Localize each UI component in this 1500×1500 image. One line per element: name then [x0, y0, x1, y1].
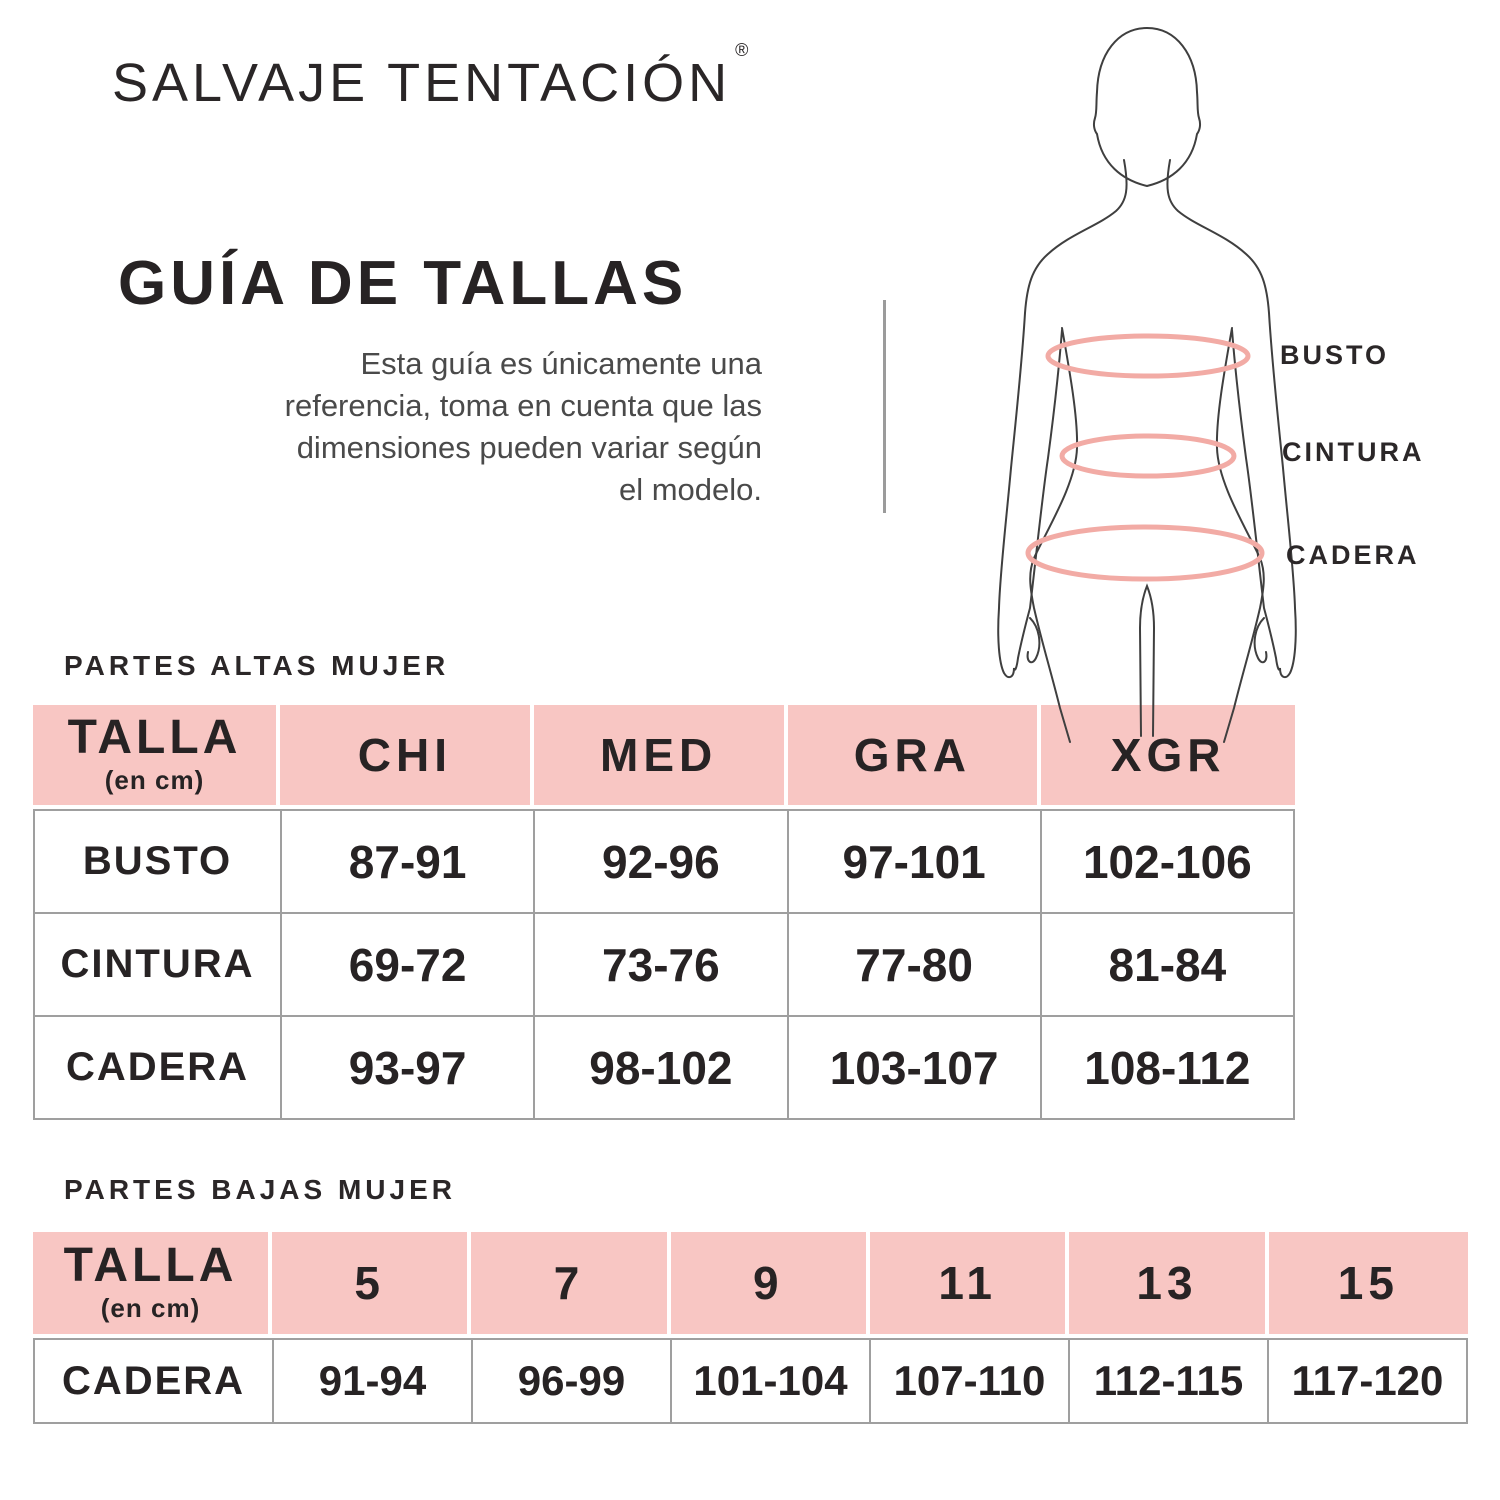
figure-label-cintura: CINTURA	[1282, 437, 1425, 467]
table-cell: 97-101	[789, 811, 1042, 914]
tops-size-table	[33, 705, 1295, 1120]
bottoms-header-talla-cell	[33, 1232, 272, 1334]
figure-label-cadera: CADERA	[1286, 540, 1420, 570]
bottoms-size-table	[33, 1232, 1468, 1424]
table-cell: 81-84	[1042, 914, 1295, 1017]
talla-label: TALLA	[67, 710, 242, 764]
left-arm-outline	[998, 160, 1126, 677]
section-label-tops: PARTES ALTAS MUJER	[64, 650, 450, 681]
tops-header-size-gra: GRA	[788, 705, 1042, 805]
bottoms-header-size-5: 5	[272, 1232, 471, 1334]
table-cell: 69-72	[282, 914, 535, 1017]
table-cell: 77-80	[789, 914, 1042, 1017]
bottoms-table-header	[33, 1232, 1468, 1334]
table-cell: 103-107	[789, 1017, 1042, 1120]
talla-unit-label: (en cm)	[104, 764, 205, 795]
table-cell: 117-120	[1269, 1340, 1468, 1424]
registered-trademark-symbol: ®	[735, 40, 749, 60]
figure-label-busto: BUSTO	[1280, 340, 1390, 370]
bottoms-table-body	[33, 1338, 1468, 1424]
intro-description-line: dimensiones pueden variar según	[296, 430, 762, 465]
waist-measure-line	[1062, 436, 1234, 476]
tops-header-size-xgr: XGR	[1041, 705, 1295, 805]
brand-logo	[112, 40, 749, 114]
talla-unit-label: (en cm)	[100, 1292, 201, 1323]
bust-measure-line	[1048, 336, 1248, 376]
section-label-bottoms: PARTES BAJAS MUJER	[64, 1174, 456, 1205]
table-cell: 112-115	[1070, 1340, 1269, 1424]
bottoms-header-size-11: 11	[870, 1232, 1069, 1334]
table-cell: 87-91	[282, 811, 535, 914]
bottoms-header-size-7: 7	[471, 1232, 670, 1334]
bottoms-header-size-9: 9	[671, 1232, 870, 1334]
vertical-divider	[883, 300, 886, 513]
table-cell: 108-112	[1042, 1017, 1295, 1120]
tops-row-label-busto: BUSTO	[35, 811, 282, 914]
tops-row-label-cintura: CINTURA	[35, 914, 282, 1017]
page-title: GUÍA DE TALLAS	[118, 249, 688, 318]
tops-row-label-cadera: CADERA	[35, 1017, 282, 1120]
table-cell: 73-76	[535, 914, 788, 1017]
tops-table-body	[33, 809, 1295, 1120]
table-cell: 92-96	[535, 811, 788, 914]
tops-header-talla-cell	[33, 705, 280, 805]
table-cell: 98-102	[535, 1017, 788, 1120]
table-cell: 96-99	[473, 1340, 672, 1424]
brand-name: SALVAJE TENTACIÓN	[112, 53, 732, 113]
female-figure-illustration	[990, 18, 1310, 748]
right-arm-outline	[1167, 160, 1295, 677]
table-cell: 91-94	[274, 1340, 473, 1424]
intro-description	[58, 343, 762, 511]
hip-measure-line	[1028, 527, 1262, 579]
tops-header-size-chi: CHI	[280, 705, 534, 805]
tops-header-size-med: MED	[534, 705, 788, 805]
bottoms-header-size-13: 13	[1069, 1232, 1268, 1334]
intro-description-line: el modelo.	[618, 472, 762, 507]
bottoms-header-size-15: 15	[1269, 1232, 1468, 1334]
head-outline	[1094, 28, 1200, 186]
table-cell: 107-110	[871, 1340, 1070, 1424]
intro-description-line: Esta guía es únicamente una	[360, 346, 762, 381]
table-cell: 93-97	[282, 1017, 535, 1120]
table-cell: 101-104	[672, 1340, 871, 1424]
table-cell: 102-106	[1042, 811, 1295, 914]
intro-description-line: referencia, toma en cuenta que las	[284, 388, 762, 423]
talla-label: TALLA	[63, 1238, 238, 1292]
bottoms-row-label-cadera: CADERA	[35, 1340, 274, 1424]
inner-legs-outline	[1140, 586, 1154, 736]
